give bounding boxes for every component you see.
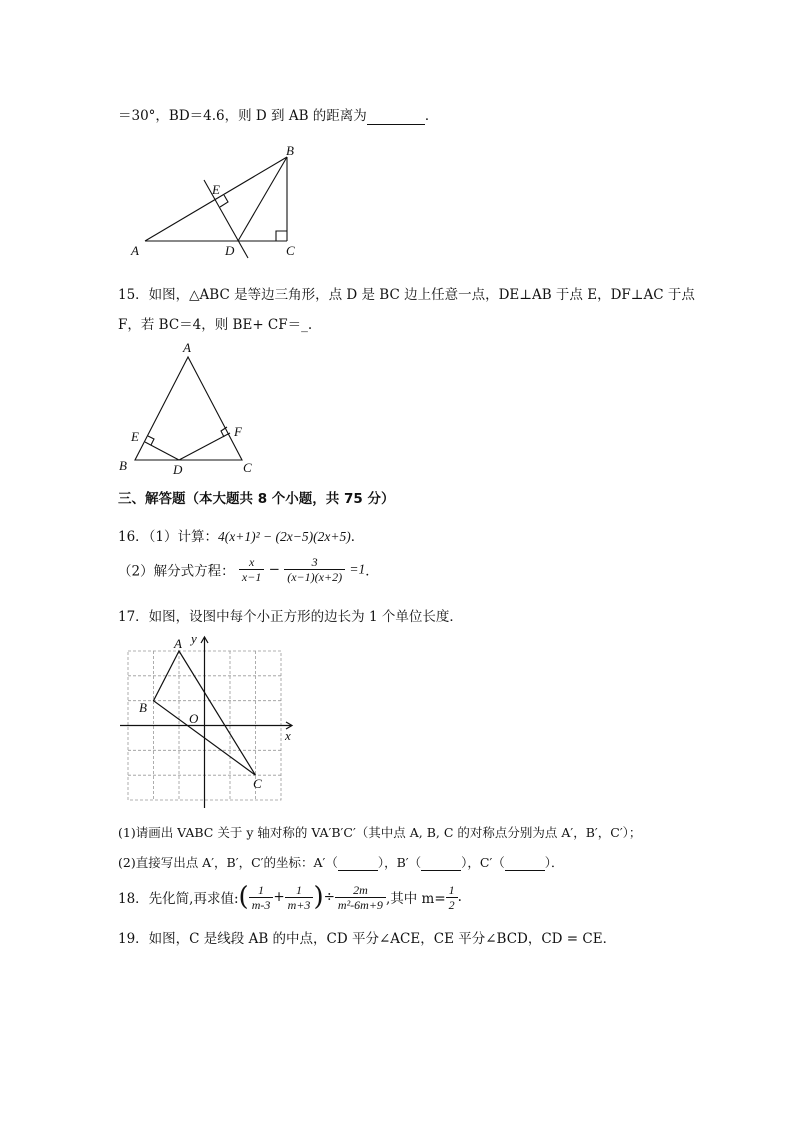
q17-c-prime-blank[interactable] [505,855,545,871]
q17-sub2-c-label: ），C′（ [461,855,505,870]
q18-prefix: 18．先化简,再求值: [118,891,239,907]
q17-label-y: y [191,631,197,646]
q18-m-value [446,883,458,912]
q16-fraction1-numerator: x [239,555,264,570]
q18-fraction2-denominator: m+3 [287,897,311,912]
q18-left-paren: ( [238,882,249,912]
q18-suffix: ,其中 m= [385,891,446,907]
q14-label-e: E [212,182,220,197]
q18-fraction1-denominator: m-3 [251,897,271,912]
q14-label-b: B [286,143,294,158]
q18-fraction2-numerator: 1 [285,883,314,898]
q16-equals-one: =1 [349,561,366,577]
q16-part1-expression: 4(x+1)² − (2x−5)(2x+5) [218,529,351,544]
q17-sub2 [118,853,564,871]
section3-title: 三、解答题（本大题共 8 个小题，共 75 分） [118,491,395,507]
q17-text: 17．如图，设图中每个小正方形的边长为 1 个单位长度． [118,609,463,625]
q14-label-a: A [131,243,139,258]
q17-sub2-end: ）． [544,855,564,870]
q16-minus: − [268,561,280,578]
q17-label-a: A [174,636,182,651]
q15-label-c: C [243,460,252,475]
q17-sub2-b-label: ），B′（ [377,855,422,870]
q15-label-e: E [131,429,139,444]
q18-fraction3-numerator: 2m [335,883,386,898]
q14-statement: ＝30°，BD＝4.6，则 D 到 AB 的距离为 [118,108,367,124]
q14-label-d: D [225,243,235,258]
q19-text: 19．如图，C 是线段 AB 的中点，CD 平分∠ACE，CE 平分∠BCD，CD = CE． [118,931,617,947]
q16-part1-prefix: 16．（1）计算： [118,529,219,545]
q17-label-c: C [253,776,262,791]
q17-label-origin: O [189,711,199,726]
q15-label-f: F [234,424,242,439]
q14-end: ． [424,108,439,124]
q18-fraction3-denominator: m²-6m+9 [337,897,383,912]
q17-b-prime-blank[interactable] [421,855,461,871]
q18-plus: + [273,889,285,905]
q18-fraction2 [285,883,314,912]
q16-part2-prefix: （2）解分式方程： [118,563,235,580]
q18-right-paren: ) [313,882,324,912]
q15-label-a: A [183,340,191,355]
q14-label-c: C [286,243,295,258]
q18-fraction1-numerator: 1 [249,883,274,898]
q18-text [118,882,462,912]
q17-a-prime-blank[interactable] [338,855,378,871]
q15-line1: 15．如图，△ABC 是等边三角形，点 D 是 BC 边上任意一点，DE⊥AB 于点 E，DF⊥AC 于点 [118,287,695,303]
q18-end: . [457,889,462,905]
q18-m-numerator: 1 [446,883,458,898]
q15-label-b: B [119,458,127,473]
q17-label-b: B [139,700,147,715]
q18-m-denominator: 2 [448,897,455,912]
q18-fraction1 [249,883,274,912]
q16-fraction1-denominator: x−1 [241,570,262,584]
q16-part2-end: ． [365,563,379,580]
q15-answer-blank[interactable]: _. [301,317,313,333]
q16-fraction2-numerator: 3 [284,555,345,570]
q17-sub2-prefix: (2)直接写出点 A′，B′，C′的坐标： [118,855,314,870]
q18-fraction3 [335,883,386,912]
q15-label-d: D [173,462,183,477]
q17-sub2-a-label: A′（ [313,855,338,870]
q17-sub1: (1)请画出 VABC 关于 y 轴对称的 VA′B′C′（其中点 A, B, C 的对称点分别为点 A′，B′，C′）； [118,825,642,840]
q17-label-x: x [285,728,291,743]
q16-part1-end: ． [350,529,365,545]
q18-divide: ÷ [323,889,335,905]
q16-fraction2-denominator: (x−1)(x+2) [287,570,343,584]
q15-line2-text: F，若 BC＝4，则 BE+ CF＝ [118,317,302,333]
